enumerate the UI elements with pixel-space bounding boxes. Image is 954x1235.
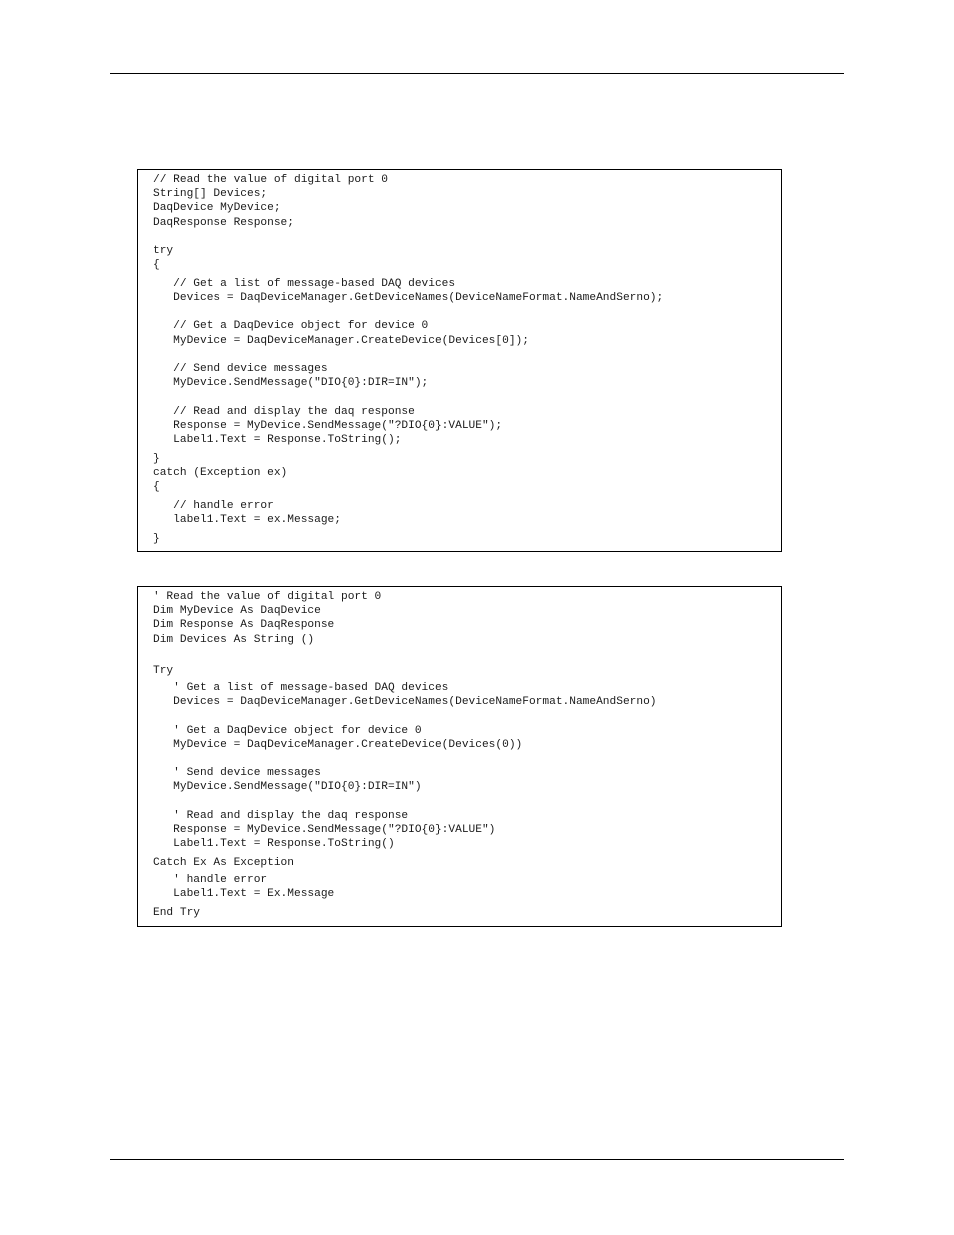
code-line: ' Send device messages [153,767,321,780]
code-line: Label1.Text = Response.ToString() [153,838,395,851]
code-line: // Send device messages [153,362,328,375]
code-line: MyDevice = DaqDeviceManager.CreateDevice(Devices[0]); [153,334,529,347]
code-line: // Read the value of digital port 0 [153,174,388,186]
code-line: Label1.Text = Response.ToString(); [153,433,402,446]
code-line: label1.Text = ex.Message; [153,513,341,526]
code-line: { [153,259,160,272]
code-line: // Get a DaqDevice object for device 0 [153,320,429,333]
code-line: // Read and display the daq response [153,405,415,418]
code-line [153,348,781,362]
code-line [153,710,781,724]
code-line [153,305,781,319]
code-line: MyDevice.SendMessage("DIO{0}:DIR=IN"); [153,377,429,390]
code-line: Catch Ex As Exception [153,856,294,869]
code-line: Response = MyDevice.SendMessage("?DIO{0}:VALUE"); [153,419,503,432]
code-line: String[] Devices; [153,188,268,201]
code-line [153,752,781,766]
csharp-code-block [137,169,782,552]
code-line: } [153,532,160,545]
code-line: Devices = DaqDeviceManager.GetDeviceNames(DeviceNameFormat.NameAndSerno); [153,292,664,304]
footer-rule [110,1159,844,1160]
code-line: { [153,480,160,493]
code-line: Response = MyDevice.SendMessage("?DIO{0}:VALUE") [153,824,496,836]
code-line: Dim Devices As String () [153,633,315,646]
header-rule [110,73,844,74]
code-line: DaqDevice MyDevice; [153,202,281,215]
code-line: End Try [153,906,200,919]
code-line: Devices = DaqDeviceManager.GetDeviceNames(DeviceNameFormat.NameAndSerno) [153,696,657,709]
code-line: ' Read the value of digital port 0 [153,591,382,603]
code-line: } [153,452,160,465]
code-line [153,795,781,809]
code-line: Dim MyDevice As DaqDevice [153,605,321,618]
code-line [153,390,781,404]
code-line: ' Get a DaqDevice object for device 0 [153,724,422,737]
code-line: // Get a list of message-based DAQ devices [153,277,456,290]
code-line: Dim Response As DaqResponse [153,619,335,632]
code-line: catch (Exception ex) [153,466,288,479]
code-line [153,647,781,661]
code-line: MyDevice = DaqDeviceManager.CreateDevice(Devices(0)) [153,738,523,751]
code-line: ' handle error [153,874,268,887]
vbnet-code-block [137,586,782,927]
code-line: // handle error [153,499,274,512]
code-line: Label1.Text = Ex.Message [153,888,335,901]
code-line [153,230,781,244]
code-line: ' Get a list of message-based DAQ devices [153,682,449,695]
code-line: MyDevice.SendMessage("DIO{0}:DIR=IN") [153,781,422,794]
code-line: DaqResponse Response; [153,216,294,229]
code-line: try [153,244,174,257]
code-line: Try [153,664,174,677]
code-line: ' Read and display the daq response [153,809,409,822]
